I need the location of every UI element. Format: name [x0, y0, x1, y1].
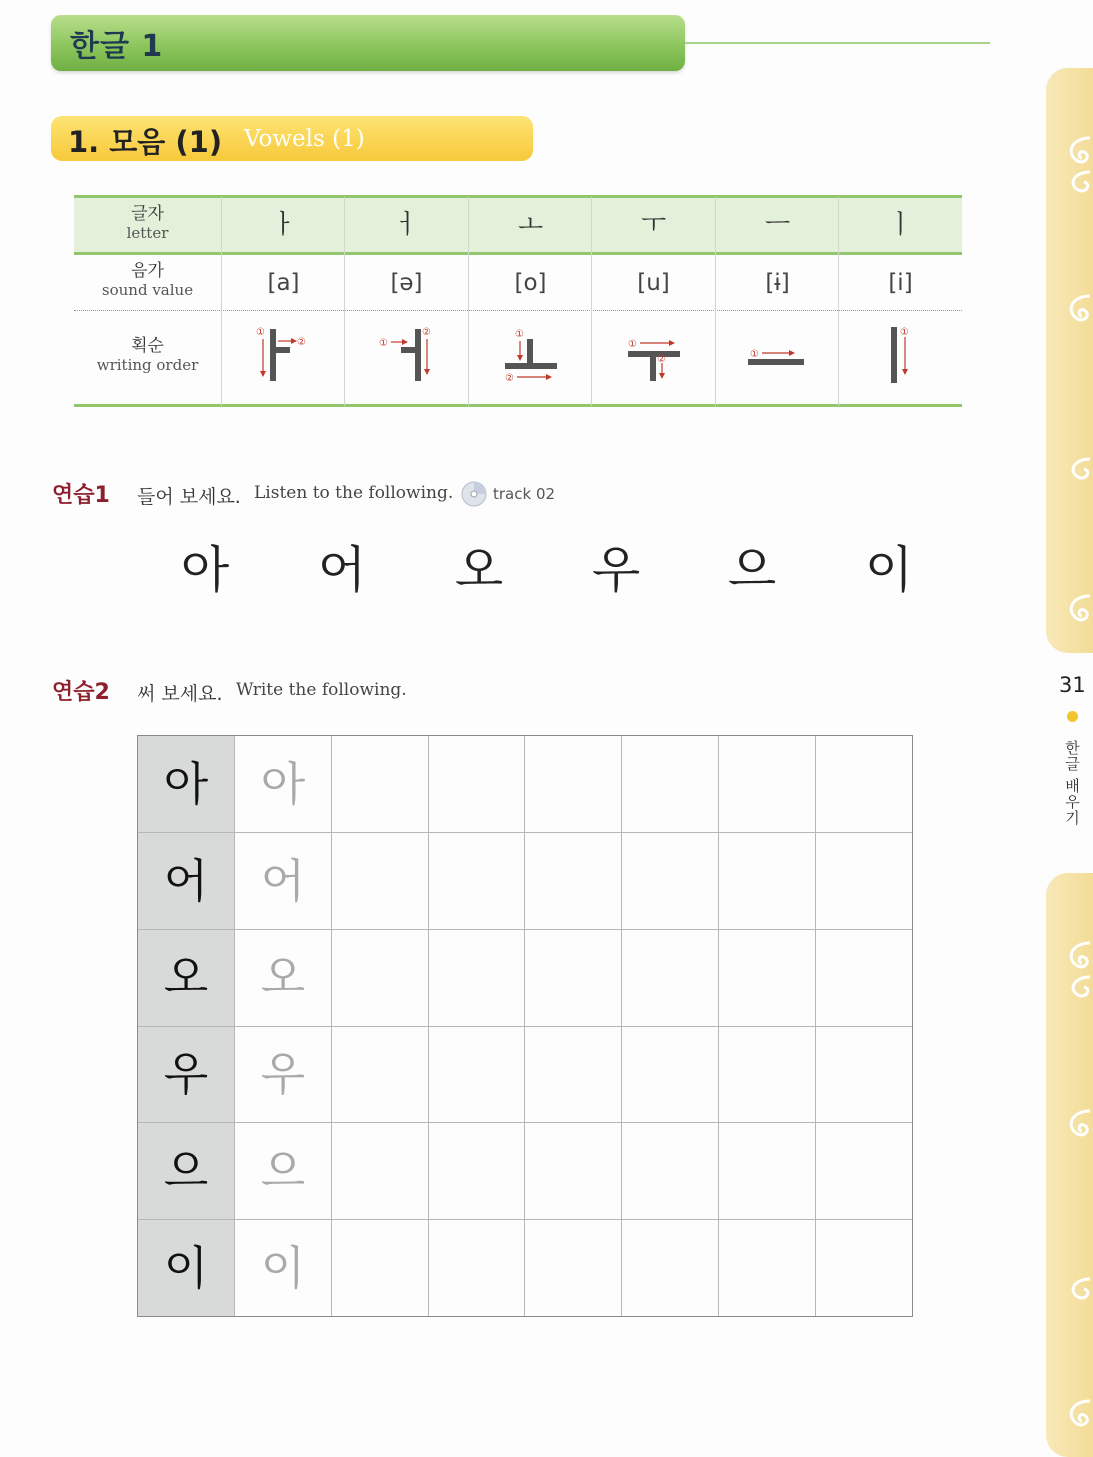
cloud-swirl-icon [1052, 933, 1092, 1013]
vowel-letter: ㅜ [640, 210, 667, 240]
cloud-swirl-icon [1052, 1103, 1092, 1163]
row-label-english: letter [126, 224, 169, 242]
exercise2-label: 연습2 [52, 680, 110, 705]
trace-syllable: 으 [260, 1144, 306, 1198]
stroke-diagram-icon [861, 321, 941, 391]
vowel-letter: ㅏ [270, 210, 297, 240]
stroke-mark: ① [514, 329, 524, 340]
listen-syllable: 어 [317, 541, 367, 599]
writing-practice-grid [137, 735, 913, 1317]
model-syllable: 아 [163, 757, 209, 811]
row-label-english: sound value [101, 281, 194, 299]
trace-syllable: 오 [260, 950, 306, 1004]
stroke-mark: ② [656, 354, 666, 365]
cloud-swirl-icon [1052, 453, 1092, 493]
section-english-title: Vowels (1) [244, 126, 365, 152]
row-label-letter [74, 204, 221, 242]
stroke-mark: ① [749, 349, 759, 360]
row-label-korean: 획순 [131, 336, 164, 356]
table-top-rule [74, 195, 962, 198]
sound-value: [ɨ] [765, 270, 790, 296]
trace-syllable: 이 [260, 1241, 306, 1295]
stroke-order-eu [716, 321, 839, 401]
audio-cd-icon[interactable] [461, 481, 487, 511]
table-bottom-rule [74, 404, 962, 407]
listen-syllable: 우 [591, 541, 641, 599]
track-label: track 02 [493, 485, 556, 503]
trace-syllable: 아 [260, 757, 306, 811]
chapter-header-rule [685, 42, 990, 44]
stroke-mark: ① [899, 327, 909, 338]
vowel-letter: ㅓ [393, 210, 420, 240]
listen-syllable: 오 [454, 541, 504, 599]
stroke-order-o [469, 321, 592, 401]
stroke-diagram-icon [367, 321, 447, 391]
vowel-table [74, 195, 962, 408]
page-dot-icon [1067, 711, 1078, 722]
table-header-rule [74, 252, 962, 255]
stroke-diagram-icon [491, 321, 571, 391]
side-tab-lower [1046, 873, 1093, 1457]
stroke-diagram-icon [614, 321, 694, 391]
stroke-mark: ② [421, 327, 431, 338]
model-syllable: 으 [163, 1144, 209, 1198]
stroke-order-a [222, 321, 345, 401]
stroke-order-u [592, 321, 715, 401]
side-tab-upper [1046, 68, 1093, 653]
stroke-mark: ① [378, 338, 388, 349]
stroke-mark: ① [627, 339, 637, 350]
stroke-mark: ① [255, 327, 265, 338]
section-title: 1. 모음 (1) [68, 125, 223, 159]
trace-syllable: 우 [260, 1047, 306, 1101]
row-label-korean: 음가 [131, 261, 164, 281]
cloud-swirl-icon [1052, 288, 1092, 348]
stroke-diagram-icon [738, 321, 818, 391]
vowel-letter: ㅣ [887, 210, 914, 240]
stroke-order-i [839, 321, 962, 401]
sound-value: [ə] [390, 270, 423, 296]
model-syllable: 오 [163, 950, 209, 1004]
stroke-order-eo [345, 321, 468, 401]
exercise1-label: 연습1 [52, 483, 110, 508]
listen-syllable: 아 [180, 541, 230, 599]
exercise2-instruction-ko: 써 보세요. [137, 683, 223, 705]
page-number: 31 [1059, 673, 1086, 697]
cloud-swirl-icon [1052, 1393, 1092, 1453]
model-syllable: 우 [163, 1047, 209, 1101]
listen-syllable: 으 [727, 541, 777, 599]
trace-syllable: 어 [260, 854, 306, 908]
stroke-mark: ② [296, 337, 306, 348]
sound-value: [a] [267, 270, 300, 296]
row-label-writing-order [74, 336, 221, 374]
sound-value: [o] [514, 270, 547, 296]
sound-value: [i] [888, 270, 913, 296]
exercise2-instruction-en: Write the following. [236, 680, 407, 700]
vowel-letter: ㅡ [764, 210, 791, 240]
model-syllable: 이 [163, 1241, 209, 1295]
listen-syllable: 이 [864, 541, 914, 599]
row-label-english: writing order [96, 356, 199, 374]
row-label-korean: 글자 [131, 204, 164, 224]
cloud-swirl-icon [1052, 128, 1092, 208]
sound-value: [u] [637, 270, 670, 296]
chapter-title: 한글 1 [70, 29, 164, 64]
cloud-swirl-icon [1052, 1273, 1092, 1313]
exercise1-instruction-ko: 들어 보세요. [137, 486, 241, 508]
row-label-sound-value [74, 261, 221, 299]
stroke-diagram-icon [244, 321, 324, 391]
stroke-mark: ② [504, 373, 514, 384]
table-row-divider [74, 310, 962, 311]
cloud-swirl-icon [1052, 588, 1092, 648]
model-syllable: 어 [163, 854, 209, 908]
vowel-letter: ㅗ [517, 210, 544, 240]
exercise1-instruction-en: Listen to the following. [254, 483, 454, 503]
chapter-side-label: 한글 배우기 [1063, 740, 1081, 826]
